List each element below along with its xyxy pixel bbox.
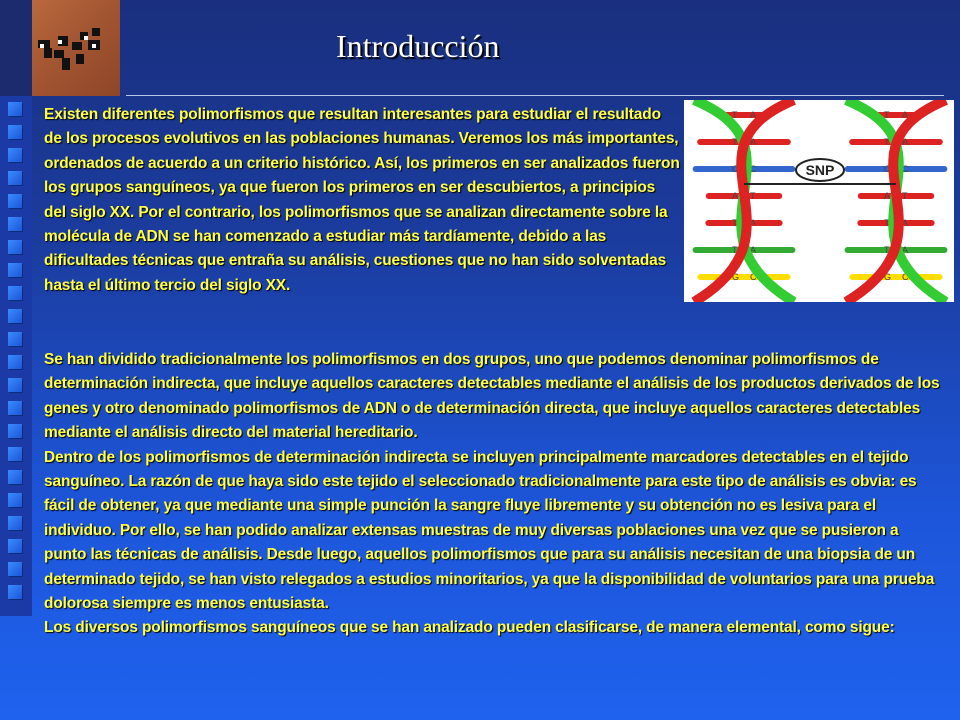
base-letter: A: [732, 191, 739, 201]
intro-paragraph: Existen diferentes polimorfismos que resultan interesantes para estudiar el resultado de los procesos evolutivos en las poblaciones humanas. Veremos los más importantes, ordenados de acuerdo a un criterio histórico. Así, los primeros en ser analizados fueron los grupos sanguíneos, ya que fueron los primeros en ser descubiertos, a principios del siglo XX. Por el contrario, los polimorfismos que se analizan directamente sobre la molécula de ADN se han comenzado a estudiar más tardíamente, debido a las dificultades técnicas que entraña su análisis, cuestiones que no han sido solventadas hasta el último tercio del siglo XX.: [44, 106, 680, 294]
decorative-bullet-square: [8, 332, 22, 346]
decorative-bullet-square: [8, 401, 22, 415]
body-text-block: [44, 348, 944, 641]
base-letter: A: [902, 218, 909, 228]
base-letter: G: [884, 164, 892, 174]
university-logo-icon: [32, 0, 120, 96]
left-decorative-strip: [0, 96, 32, 616]
university-logo: [32, 0, 120, 96]
decorative-bullet-square: [8, 309, 22, 323]
decorative-bullet-square: [8, 194, 22, 208]
base-letter: T: [884, 245, 890, 255]
base-letter: G: [884, 272, 892, 282]
base-letter: T: [732, 110, 738, 120]
dna-snp-figure: [684, 100, 954, 302]
decorative-bullet-square: [8, 102, 22, 116]
base-letter: T: [750, 191, 756, 201]
base-letter: C: [902, 164, 909, 174]
decorative-bullet-square: [8, 378, 22, 392]
base-letter: T: [732, 137, 738, 147]
decorative-bullet-square: [8, 125, 22, 139]
base-pair-rung: [697, 274, 790, 280]
base-letter: A: [902, 245, 909, 255]
base-letter: A: [750, 110, 757, 120]
base-letter: A: [750, 218, 757, 228]
base-letter: G: [732, 164, 740, 174]
base-letter: A: [902, 137, 909, 147]
decorative-bullet-square: [8, 470, 22, 484]
base-letter: T: [884, 137, 890, 147]
decorative-bullet-square: [8, 217, 22, 231]
decorative-bullet-square: [8, 516, 22, 530]
base-letter: A: [884, 191, 891, 201]
base-letter: C: [750, 272, 757, 282]
decorative-bullet-square: [8, 424, 22, 438]
helix-strand: [846, 100, 946, 302]
snp-label: SNP: [805, 162, 835, 178]
helix-strand: [694, 100, 794, 302]
title-divider: [126, 95, 944, 96]
decorative-bullet-square: [8, 493, 22, 507]
decorative-bullet-square: [8, 263, 22, 277]
base-letter: G: [732, 272, 740, 282]
base-letter: T: [884, 110, 890, 120]
decorative-bullet-square: [8, 240, 22, 254]
decorative-bullet-square: [8, 585, 22, 599]
base-pair-rung: [849, 274, 942, 280]
decorative-bullet-square: [8, 286, 22, 300]
decorative-bullet-square: [8, 539, 22, 553]
base-letter: C: [902, 272, 909, 282]
base-letter: A: [902, 110, 909, 120]
base-letter: A: [750, 245, 757, 255]
classification-paragraph: Los diversos polimorfismos sanguíneos que se han analizado pueden clasificarse, de manera elemental, como sigue:: [44, 619, 895, 637]
base-letter: T: [902, 191, 908, 201]
decorative-bullet-square: [8, 171, 22, 185]
base-letter: T: [732, 245, 738, 255]
base-letter: C: [750, 164, 757, 174]
base-letter: A: [750, 137, 757, 147]
decorative-bullet-square: [8, 562, 22, 576]
decorative-bullet-square: [8, 447, 22, 461]
base-letter: T: [884, 218, 890, 228]
slide-title: Introducción: [336, 28, 500, 64]
groups-paragraph: Se han dividido tradicionalmente los polimorfismos en dos grupos, uno que podemos denominar polimorfismos de determinación indirecta, que incluye aquellos caracteres detectables mediante el análisis de los productos derivados de los genes y otro denominado polimorfismos de ADN o de determinación directa, que incluye aquellos caracteres detectables mediante el análisis directo del material hereditario.: [44, 351, 940, 442]
decorative-bullet-square: [8, 355, 22, 369]
blood-markers-paragraph: Dentro de los polimorfismos de determinación indirecta se incluyen principalmente marcadores detectables en el tejido sanguíneo. La razón de que haya sido este tejido el seleccionado tradicionalmente para este tipo de análisis es obvia: es fácil de obtener, ya que mediante una simple punción la sangre fluye libremente y su obtención no es lesiva para el individuo. Por ello, se han podido analizar extensas muestras de muy diversas poblaciones una vez que se pusieron a punto las técnicas de análisis. Desde luego, aquellos polimorfismos que para su análisis necesitan de una biopsia de un determinado tejido, se han visto relegados a estudios minoritarios, ya que la disponibilidad de voluntarios para una prueba dolorosa siempre es menos entusiasta.: [44, 448, 935, 613]
dna-helix-icon: [684, 100, 954, 302]
decorative-bullet-square: [8, 148, 22, 162]
base-letter: T: [732, 218, 738, 228]
